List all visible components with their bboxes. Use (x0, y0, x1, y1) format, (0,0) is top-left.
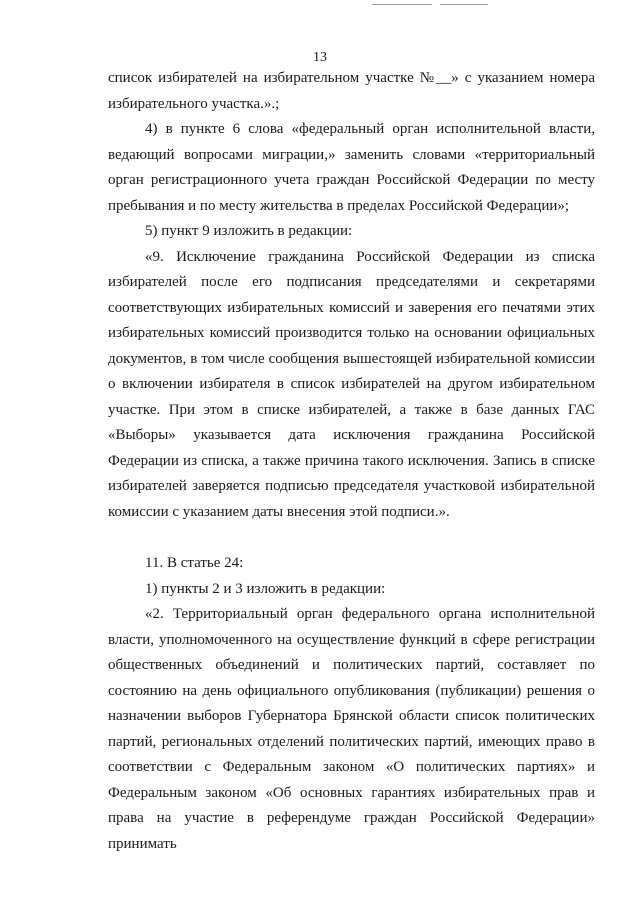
scan-artifact-line (372, 4, 432, 5)
paragraph-quoted-2: «2. Территориальный орган федерального органа исполнительной власти, уполномоченного на осуществление функций в сфере регистрации общественных объединений и политических партий, составляет по состоянию на день официального опубликования (публикации) решения о назначении выборов Губернатора Брянской области список политических партий, региональных отделений политических партий, имеющих право в соответствии с Федеральным законом «О политических партиях» и Федеральным законом «Об основных гарантиях избирательных прав и права на участие в референдуме граждан Российской Федерации» принимать (108, 606, 595, 852)
scan-artifact-line (440, 4, 488, 5)
page-number: 13 (313, 50, 327, 65)
paragraph-article-11: 11. В статье 24: (145, 555, 244, 571)
paragraph-item-1: 1) пункты 2 и 3 изложить в редакции: (145, 580, 386, 597)
document-body (108, 66, 595, 857)
paragraph-quoted-9: «9. Исключение гражданина Российской Федерации из списка избирателей после его подписания председателями и секретарями соответствующих избирательных комиссий и заверения его печатями этих избирательных комиссий производится только на основании официальных документов, в том числе сообщения вышестоящей избирательной комиссии о включении избирателя в список избирателей на другом избирательном участке. При этом в списке избирателей, а также в базе данных ГАС «Выборы» указывается дата исключения гражданина Российской Федерации из списка, а также причина такого исключения. Запись в списке избирателей заверяется подписью председателя участковой избирательной комиссии с указанием даты внесения этой подписи.». (108, 248, 595, 520)
paragraph-item-5: 5) пункт 9 изложить в редакции: (145, 223, 353, 239)
paragraph-continuation: список избирателей на избирательном участке №__» с указанием номера избирательного участка.».; (108, 70, 595, 112)
paragraph-item-4: 4) в пункте 6 слова «федеральный орган исполнительной власти, ведающий вопросами миграции,» заменить словами «территориальный орган регистрационного учета граждан Российской Федерации по месту пребывания и по месту жительства в пределах Российской Федерации»; (108, 121, 595, 214)
